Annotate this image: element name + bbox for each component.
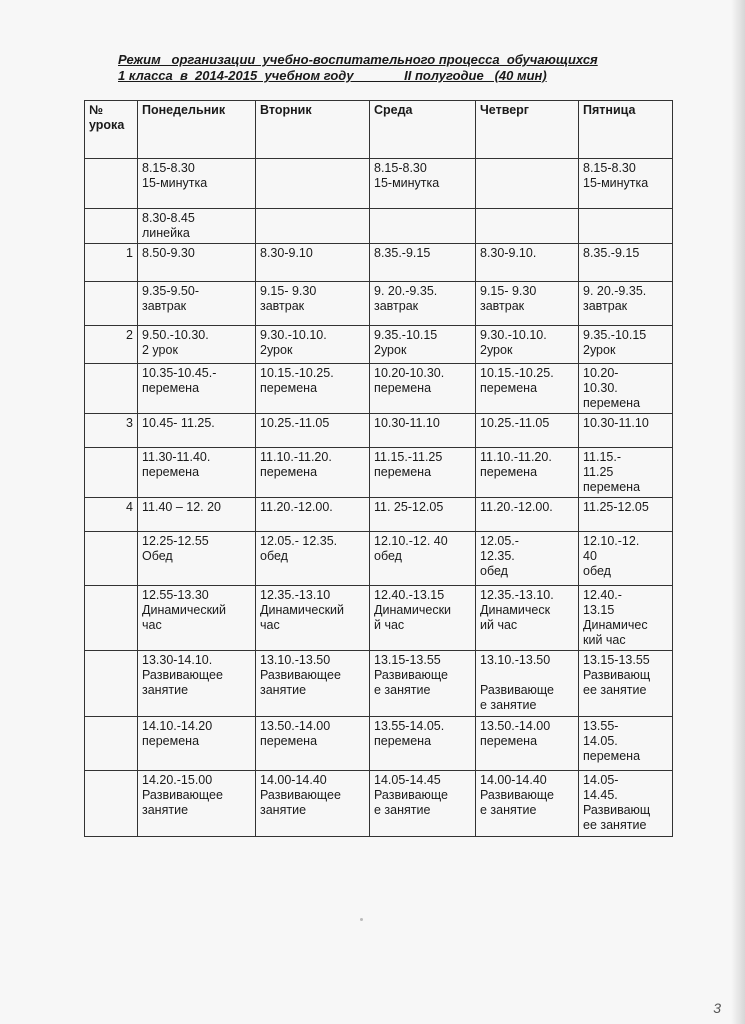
schedule-cell: 9.15- 9.30 завтрак <box>256 282 370 326</box>
schedule-cell: 13.55-14.05. перемена <box>370 717 476 771</box>
schedule-cell: 11.20.-12.00. <box>476 498 579 532</box>
schedule-cell: 8.35.-9.15 <box>579 244 673 282</box>
schedule-cell: 9. 20.-9.35. завтрак <box>370 282 476 326</box>
schedule-cell: 14.00-14.40 Развивающе е занятие <box>476 771 579 837</box>
schedule-cell: 9.35-9.50- завтрак <box>138 282 256 326</box>
schedule-cell: 12.05.- 12.35. обед <box>256 532 370 586</box>
lesson-number-cell <box>85 586 138 651</box>
schedule-cell: 9.35.-10.15 2урок <box>579 326 673 364</box>
schedule-cell: 10.35-10.45.- перемена <box>138 364 256 414</box>
schedule-cell: 12.40.- 13.15 Динамичес кий час <box>579 586 673 651</box>
schedule-cell: 11.40 – 12. 20 <box>138 498 256 532</box>
table-row <box>85 448 673 498</box>
schedule-cell: 13.10.-13.50 Развивающее занятие <box>256 651 370 717</box>
table-row <box>85 651 673 717</box>
lesson-number-cell <box>85 717 138 771</box>
schedule-cell: 13.15-13.55 Развивающе е занятие <box>370 651 476 717</box>
document-title <box>118 52 658 84</box>
lesson-number-cell <box>85 282 138 326</box>
lesson-number-cell: 3 <box>85 414 138 448</box>
schedule-cell: 13.50.-14.00 перемена <box>256 717 370 771</box>
lesson-number-cell: 2 <box>85 326 138 364</box>
schedule-cell: 8.15-8.30 15-минутка <box>579 159 673 209</box>
lesson-number-cell <box>85 364 138 414</box>
schedule-cell: 11. 25-12.05 <box>370 498 476 532</box>
schedule-cell <box>256 159 370 209</box>
table-row <box>85 282 673 326</box>
schedule-cell: 8.30-8.45 линейка <box>138 209 256 244</box>
header-tuesday: Вторник <box>256 101 370 159</box>
schedule-cell <box>476 159 579 209</box>
schedule-cell: 8.30-9.10 <box>256 244 370 282</box>
lesson-number-cell <box>85 532 138 586</box>
table-row <box>85 326 673 364</box>
schedule-cell: 8.15-8.30 15-минутка <box>370 159 476 209</box>
schedule-cell: 8.35.-9.15 <box>370 244 476 282</box>
lesson-number-cell: 1 <box>85 244 138 282</box>
table-row <box>85 532 673 586</box>
table-row <box>85 159 673 209</box>
schedule-cell: 10.30-11.10 <box>370 414 476 448</box>
schedule-cell: 11.25-12.05 <box>579 498 673 532</box>
schedule-cell: 12.05.- 12.35. обед <box>476 532 579 586</box>
schedule-cell: 14.10.-14.20 перемена <box>138 717 256 771</box>
table-row <box>85 209 673 244</box>
title-line-1: Режим организации учебно-воспитательного процесса обучающихся <box>118 52 598 67</box>
header-row <box>85 101 673 159</box>
schedule-cell: 14.05-14.45 Развивающе е занятие <box>370 771 476 837</box>
header-thursday: Четверг <box>476 101 579 159</box>
schedule-cell: 14.00-14.40 Развивающее занятие <box>256 771 370 837</box>
schedule-cell: 11.10.-11.20. перемена <box>256 448 370 498</box>
header-friday: Пятница <box>579 101 673 159</box>
lesson-number-cell <box>85 651 138 717</box>
schedule-body <box>85 159 673 837</box>
schedule-cell: 12.55-13.30 Динамический час <box>138 586 256 651</box>
schedule-cell: 10.25.-11.05 <box>476 414 579 448</box>
header-monday: Понедельник <box>138 101 256 159</box>
table-row <box>85 771 673 837</box>
schedule-cell: 12.35.-13.10 Динамический час <box>256 586 370 651</box>
schedule-cell: 11.30-11.40. перемена <box>138 448 256 498</box>
schedule-cell: 11.20.-12.00. <box>256 498 370 532</box>
schedule-cell: 10.15.-10.25. перемена <box>256 364 370 414</box>
schedule-cell: 13.10.-13.50 Развивающе е занятие <box>476 651 579 717</box>
schedule-cell: 13.15-13.55 Развивающ ее занятие <box>579 651 673 717</box>
schedule-cell: 10.15.-10.25. перемена <box>476 364 579 414</box>
schedule-cell: 10.20- 10.30. перемена <box>579 364 673 414</box>
lesson-number-cell <box>85 448 138 498</box>
schedule-cell: 9.35.-10.15 2урок <box>370 326 476 364</box>
lesson-number-cell <box>85 771 138 837</box>
page-number: 3 <box>713 1000 721 1016</box>
schedule-cell: 12.10.-12. 40 обед <box>579 532 673 586</box>
schedule-cell: 12.40.-13.15 Динамически й час <box>370 586 476 651</box>
schedule-cell: 12.35.-13.10. Динамическ ий час <box>476 586 579 651</box>
schedule-cell: 9.30.-10.10. 2урок <box>256 326 370 364</box>
schedule-cell: 10.45- 11.25. <box>138 414 256 448</box>
schedule-cell: 13.30-14.10. Развивающее занятие <box>138 651 256 717</box>
schedule-cell <box>579 209 673 244</box>
schedule-cell <box>256 209 370 244</box>
title-line-2: 1 класса в 2014-2015 учебном году II полугодие (40 мин) <box>118 68 547 83</box>
header-wednesday: Среда <box>370 101 476 159</box>
lesson-number-cell <box>85 209 138 244</box>
schedule-cell <box>476 209 579 244</box>
table-row <box>85 414 673 448</box>
table-row <box>85 717 673 771</box>
table-row <box>85 244 673 282</box>
schedule-cell: 8.30-9.10. <box>476 244 579 282</box>
schedule-cell: 11.15.- 11.25 перемена <box>579 448 673 498</box>
schedule-cell: 14.05- 14.45. Развивающ ее занятие <box>579 771 673 837</box>
schedule-cell: 9.15- 9.30 завтрак <box>476 282 579 326</box>
schedule-cell: 11.10.-11.20. перемена <box>476 448 579 498</box>
schedule-cell: 11.15.-11.25 перемена <box>370 448 476 498</box>
schedule-cell: 12.10.-12. 40 обед <box>370 532 476 586</box>
table-row <box>85 498 673 532</box>
scan-speck <box>360 918 363 921</box>
schedule-table <box>84 100 673 837</box>
header-lesson-number: № урока <box>85 101 138 159</box>
table-row <box>85 364 673 414</box>
lesson-number-cell <box>85 159 138 209</box>
schedule-cell: 8.50-9.30 <box>138 244 256 282</box>
schedule-cell: 9.50.-10.30. 2 урок <box>138 326 256 364</box>
schedule-cell: 12.25-12.55 Обед <box>138 532 256 586</box>
lesson-number-cell: 4 <box>85 498 138 532</box>
page-edge-shadow <box>731 0 745 1024</box>
schedule-cell: 8.15-8.30 15-минутка <box>138 159 256 209</box>
schedule-cell: 13.50.-14.00 перемена <box>476 717 579 771</box>
schedule-cell <box>370 209 476 244</box>
schedule-cell: 14.20.-15.00 Развивающее занятие <box>138 771 256 837</box>
schedule-cell: 9. 20.-9.35. завтрак <box>579 282 673 326</box>
schedule-cell: 13.55- 14.05. перемена <box>579 717 673 771</box>
table-row <box>85 586 673 651</box>
schedule-cell: 10.25.-11.05 <box>256 414 370 448</box>
schedule-cell: 10.20-10.30. перемена <box>370 364 476 414</box>
schedule-cell: 9.30.-10.10. 2урок <box>476 326 579 364</box>
schedule-cell: 10.30-11.10 <box>579 414 673 448</box>
